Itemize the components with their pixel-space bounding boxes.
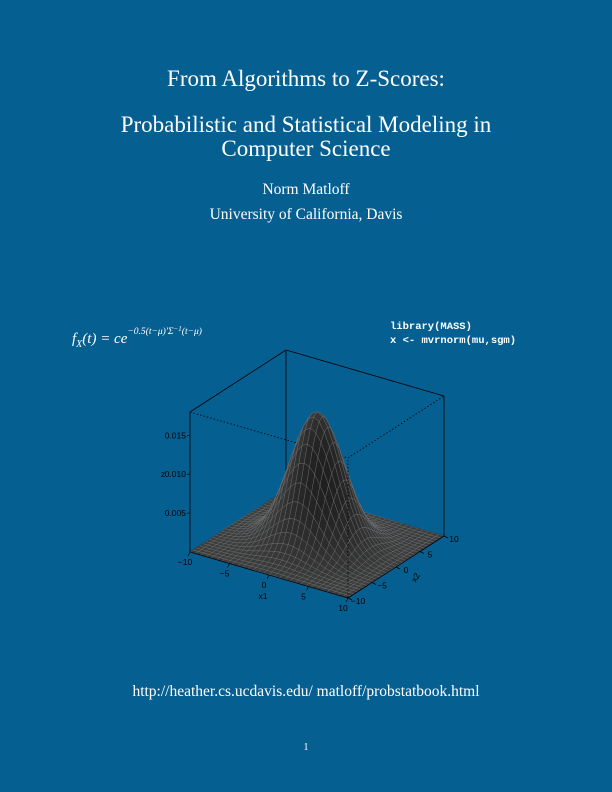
z-tick-label: 0.015	[164, 430, 186, 441]
code-line: x <- mvrnorm(mu,sgm)	[390, 335, 517, 347]
x1-axis-label: x1	[258, 591, 268, 601]
formula-lhs: f	[72, 331, 77, 347]
author-affiliation: University of California, Davis	[209, 206, 403, 223]
z-tick-label: 0.005	[164, 508, 186, 519]
book-url: http://heather.cs.ucdavis.edu/ matloff/probstatbook.html	[132, 683, 480, 700]
x1-tick-label: 5	[301, 591, 306, 602]
z-tick-label: 0.010	[164, 469, 186, 480]
x2-tick	[420, 552, 424, 554]
x1-tick	[228, 564, 230, 568]
x1-tick-label: 10	[338, 603, 348, 613]
x2-tick	[396, 567, 400, 569]
x2-tick-label: −10	[350, 596, 366, 606]
x1-tick-label: −10	[177, 557, 193, 567]
book-title: From Algorithms to Z-Scores:	[167, 66, 445, 91]
author-name: Norm Matloff	[262, 181, 350, 198]
x2-axis-label: x2	[408, 571, 422, 584]
x2-tick-label: 10	[449, 534, 459, 544]
x2-tick-label: 5	[427, 549, 433, 560]
box-edge-top	[190, 350, 286, 412]
x2-tick	[372, 583, 376, 585]
x1-tick	[346, 598, 348, 602]
x2-tick-label: −5	[377, 580, 387, 591]
code-line: library(MASS)	[390, 321, 472, 333]
formula-exponent-tail: (t−μ)	[181, 327, 202, 337]
z-axis-label: z	[160, 469, 166, 480]
x1-tick	[188, 552, 190, 556]
x2-tick	[444, 536, 448, 538]
formula-exponent-sup: −1	[173, 325, 182, 333]
book-subtitle-line-1: Probabilistic and Statistical Modeling in	[120, 112, 492, 137]
x2-tick-label: 0	[403, 565, 409, 575]
box-edge-top	[286, 350, 444, 396]
x1-tick-label: 0	[261, 580, 267, 590]
x1-tick-label: −5	[219, 568, 230, 579]
page-number: 1	[303, 742, 309, 753]
x1-tick	[307, 587, 309, 591]
book-subtitle-line-2: Computer Science	[221, 136, 391, 161]
formula-lhs-subscript: X	[76, 339, 83, 350]
x1-tick	[267, 575, 269, 579]
formula-argument: (t) = ce	[82, 331, 128, 347]
box-edge-top	[348, 396, 444, 458]
formula-exponent-main: −0.5(t−μ)′Σ	[127, 327, 174, 337]
